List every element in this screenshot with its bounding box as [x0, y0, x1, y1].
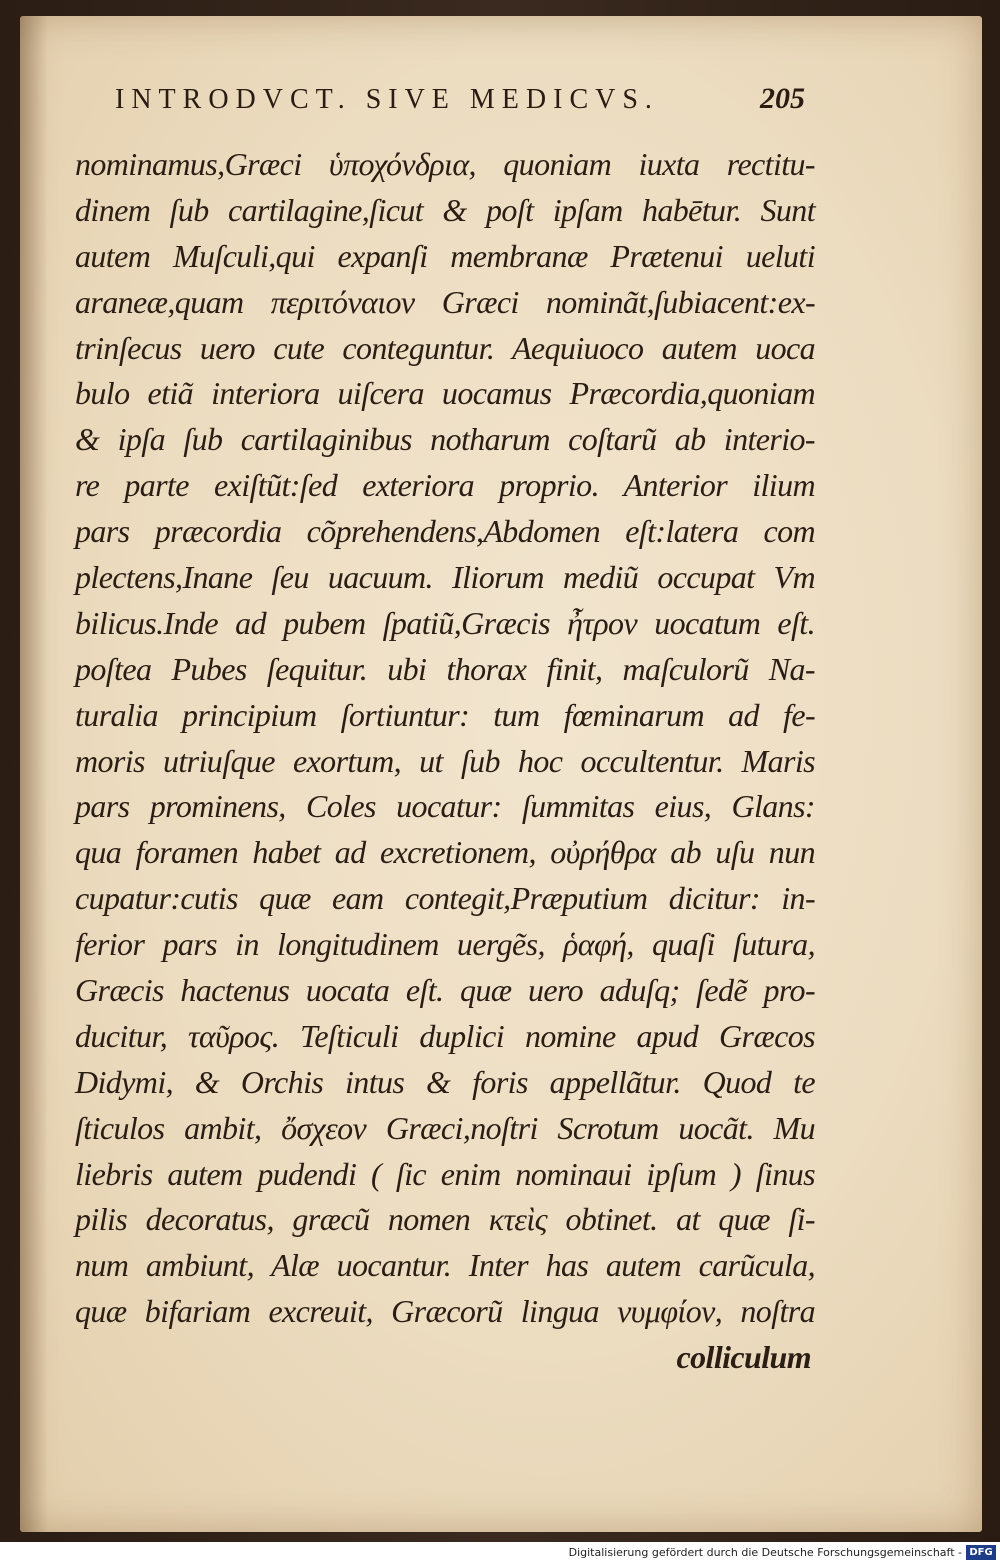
text-line: poſtea Pubes ſequitur. ubi thorax finit, maſculorũ Na- — [75, 650, 815, 687]
text-line: ferior pars in longitudinem uergẽs, ῥαφή, quaſi ſutura, — [75, 926, 815, 963]
text-line: nominamus,Græci ὑποχόνδρια, quoniam iuxta rectitu- — [75, 146, 815, 182]
text-line: dinem ſub cartilagine,ſicut & poſt ipſam habētur. Sunt — [75, 191, 815, 228]
text-line: qua foramen habet ad excretionem, οὐρήθρα ab uſu nun — [75, 834, 815, 871]
text-line: bilicus.Inde ad pubem ſpatiũ,Græcis ἦτρον uocatum eſt. — [75, 604, 815, 641]
text-line: re parte exiſtũt:ſed exteriora proprio. Anterior ilium — [75, 467, 815, 504]
page-gutter-shadow — [20, 16, 48, 1532]
text-line: turalia principium ſortiuntur: tum fœminarum ad fe- — [75, 696, 815, 733]
funding-credit: Digitalisierung gefördert durch die Deutsche Forschungsgemeinschaft - — [568, 1546, 962, 1559]
page-number: 205 — [760, 82, 805, 115]
text-line: pilis decoratus, græcũ nomen κτεὶς obtinet. at quæ ſi- — [75, 1201, 815, 1238]
text-line: num ambiunt, Alæ uocantur. Inter has autem carũcula, — [75, 1247, 815, 1284]
running-head-title: INTRODVCT. SIVE MEDICVS. — [115, 84, 659, 115]
digitization-footer — [0, 1542, 1000, 1564]
running-head — [115, 84, 805, 120]
dfg-logo: DFG — [966, 1545, 996, 1560]
text-line: Didymi, & Orchis intus & foris appellãtur. Quod te — [75, 1063, 815, 1100]
text-line: moris utriuſque exortum, ut ſub hoc occultentur. Maris — [75, 742, 815, 779]
text-line: plectens,Inane ſeu uacuum. Iliorum mediũ occupat Vm — [75, 559, 815, 596]
text-line: quæ bifariam excreuit, Græcorũ lingua νυμφίον, noſtra — [75, 1293, 815, 1330]
text-line: pars prominens, Coles uocatur: ſummitas eius, Glans: — [75, 788, 815, 825]
text-line: Græcis hactenus uocata eſt. quæ uero aduſq; ſedẽ pro- — [75, 972, 815, 1009]
text-line: liebris autem pudendi ( ſic enim nominaui ipſum ) ſinus — [75, 1155, 815, 1192]
text-line: araneæ,quam περιτόναιον Græci nominãt,ſubiacent:ex- — [75, 283, 815, 320]
text-line: ſticulos ambit, ὄσχεον Græci,noſtri Scrotum uocãt. Mu — [75, 1109, 815, 1146]
body-text — [75, 142, 815, 1381]
text-line: & ipſa ſub cartilaginibus notharum coſtarũ ab interio- — [75, 421, 815, 458]
text-line: bulo etiã interiora uiſcera uocamus Præcordia,quoniam — [75, 375, 815, 412]
text-line: ducitur, ταῦρος. Teſticuli duplici nomine apud Græcos — [75, 1017, 815, 1054]
text-line: colliculum — [676, 1339, 811, 1376]
text-line: autem Muſculi,qui expanſi membranæ Prætenui ueluti — [75, 237, 815, 274]
text-line: trinſecus uero cute conteguntur. Aequiuoco autem uoca — [75, 329, 815, 366]
text-line: cupatur:cutis quæ eam contegit,Præputium dicitur: in- — [75, 880, 815, 917]
text-line: pars præcordia cõprehendens,Abdomen eſt:latera com — [75, 513, 815, 550]
